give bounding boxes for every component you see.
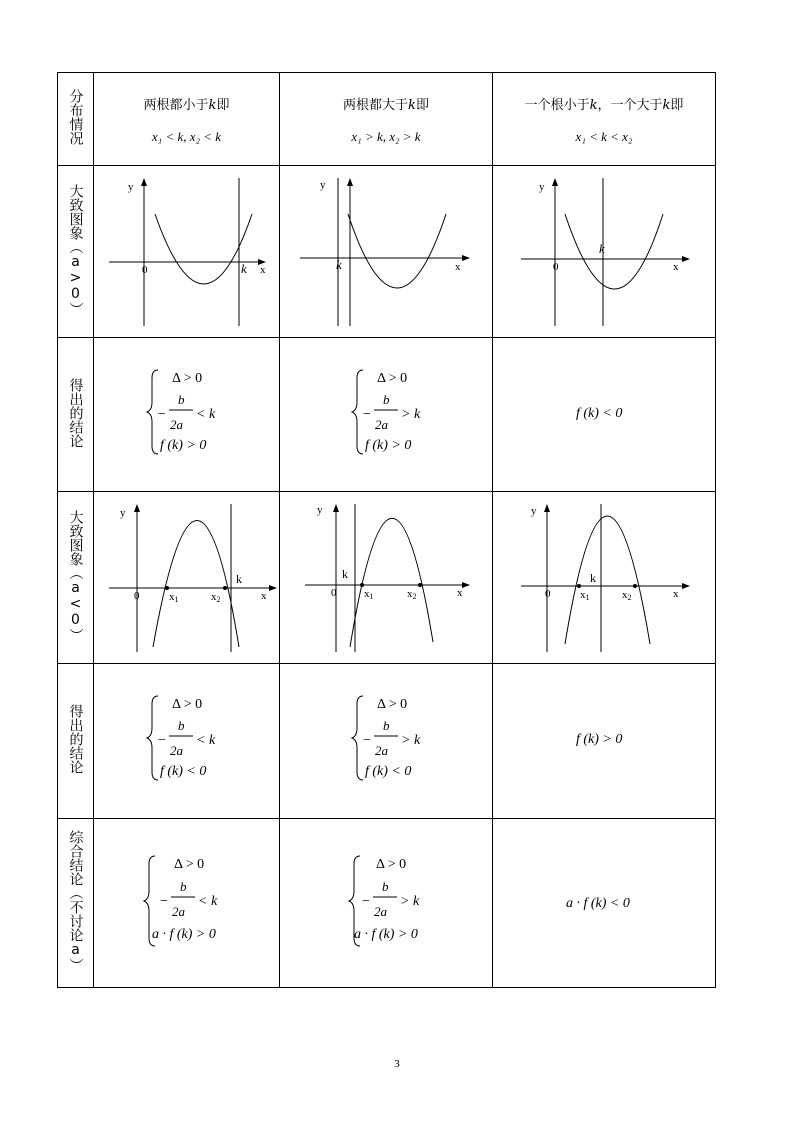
cond-2a: 2a xyxy=(374,904,387,919)
parabola xyxy=(155,214,252,284)
cond-fk: f (k) > 0 xyxy=(576,732,623,747)
cond-afk: a · f (k) > 0 xyxy=(354,927,418,942)
root-x2 xyxy=(418,583,422,587)
label-x2: x2 xyxy=(407,588,417,601)
conclusion-pos-case3-cell xyxy=(493,338,716,492)
header-conclusion-a-neg-text: 得出的结论 xyxy=(67,704,84,774)
cond-axis: > k xyxy=(401,407,421,422)
label-y: y xyxy=(320,179,326,191)
label-x2: x2 xyxy=(211,591,221,604)
label-k: k xyxy=(599,241,605,256)
cond-neg: − xyxy=(362,894,370,909)
cond-fk: f (k) > 0 xyxy=(160,438,207,453)
label-x1: x1 xyxy=(169,591,179,604)
row-summary xyxy=(58,819,716,988)
label-x: x xyxy=(673,588,679,600)
conclusion-neg-case3 xyxy=(493,664,716,814)
y-arrow-icon xyxy=(347,178,353,186)
cond-delta: Δ > 0 xyxy=(174,857,205,872)
parabola xyxy=(565,516,650,644)
case2-title: 两根都大于k即 xyxy=(343,97,429,113)
y-arrow-icon xyxy=(333,504,339,512)
cond-axis: > k xyxy=(401,733,421,748)
case3-title-cell xyxy=(493,73,716,166)
conclusion-pos-case2 xyxy=(280,338,493,487)
summary-case1 xyxy=(94,819,280,983)
brace-icon xyxy=(147,370,158,454)
graph-neg-case2-cell xyxy=(280,492,493,664)
y-arrow-icon xyxy=(544,504,550,512)
conclusion-pos-case1-cell xyxy=(94,338,280,492)
row-conclusion-a-pos xyxy=(58,338,716,492)
cond-neg: − xyxy=(363,407,371,422)
label-x1: x1 xyxy=(580,589,590,602)
header-graph-a-pos xyxy=(58,166,94,338)
conclusion-pos-case1 xyxy=(94,338,280,487)
case2-title-cell xyxy=(280,73,493,166)
label-k: k xyxy=(342,567,348,581)
conclusion-neg-case2 xyxy=(280,664,493,814)
graph-pos-case3 xyxy=(493,166,716,333)
root-x1 xyxy=(577,584,581,588)
conclusion-neg-case2-cell xyxy=(280,664,493,819)
label-k: k xyxy=(236,572,242,586)
graph-neg-case1-cell xyxy=(94,492,280,664)
graph-neg-case2 xyxy=(280,492,493,659)
cond-2a: 2a xyxy=(170,417,183,432)
cond-b: b xyxy=(383,718,390,733)
label-y: y xyxy=(120,507,126,519)
label-origin: 0 xyxy=(331,587,337,599)
cond-b: b xyxy=(382,879,389,894)
label-k: k xyxy=(241,261,247,276)
y-arrow-icon xyxy=(552,178,558,186)
y-arrow-icon xyxy=(134,504,140,512)
header-distribution xyxy=(58,73,94,166)
graph-pos-case3-cell xyxy=(493,166,716,338)
label-origin: 0 xyxy=(134,590,140,602)
label-x: x xyxy=(457,587,463,599)
cond-fk: f (k) < 0 xyxy=(160,764,207,779)
label-y: y xyxy=(539,181,545,193)
root-x2 xyxy=(223,586,227,590)
cond-delta: Δ > 0 xyxy=(377,697,408,712)
cond-neg: − xyxy=(160,894,168,909)
cond-axis: < k xyxy=(198,894,218,909)
parabola xyxy=(153,521,239,648)
brace-icon xyxy=(147,696,158,780)
cond-delta: Δ > 0 xyxy=(172,371,203,386)
summary-case2-cell xyxy=(280,819,493,988)
graph-neg-case3 xyxy=(493,492,716,659)
summary-case3 xyxy=(493,819,716,983)
summary-case3-cell xyxy=(493,819,716,988)
case3-title: 一个根小于k，一个大于k即 xyxy=(524,97,684,113)
header-conclusion-a-pos-text: 得出的结论 xyxy=(67,377,84,448)
row-distribution xyxy=(58,73,716,166)
cond-b: b xyxy=(178,392,185,407)
cond-2a: 2a xyxy=(375,417,388,432)
label-x1: x1 xyxy=(364,588,374,601)
header-conclusion-a-pos xyxy=(58,338,94,492)
case1-title: 两根都小于k即 xyxy=(143,97,230,113)
conclusion-pos-case3 xyxy=(493,338,716,487)
case2-condition: x₁ > k, x₂ > k xyxy=(351,128,421,144)
label-k: k xyxy=(336,257,342,272)
parabola xyxy=(350,518,433,647)
cond-2a: 2a xyxy=(375,743,388,758)
label-y: y xyxy=(531,505,537,517)
graph-pos-case1 xyxy=(94,166,280,333)
row-conclusion-a-neg xyxy=(58,664,716,819)
header-distribution-text: 分布情况 xyxy=(67,89,84,145)
cond-axis: < k xyxy=(196,407,216,422)
case1-title-cell xyxy=(94,73,280,166)
cond-neg: − xyxy=(158,407,166,422)
header-graph-a-neg-text: 大致图象（a<0） xyxy=(67,509,84,642)
label-origin: 0 xyxy=(142,264,148,276)
label-x: x xyxy=(673,261,679,273)
label-x: x xyxy=(455,261,461,273)
label-x: x xyxy=(260,264,266,276)
header-graph-a-pos-text: 大致图象（a>0） xyxy=(67,183,84,316)
label-origin: 0 xyxy=(553,261,559,273)
graph-neg-case1 xyxy=(94,492,280,659)
root-x1 xyxy=(360,583,364,587)
cond-axis: > k xyxy=(400,894,420,909)
x-arrow-icon xyxy=(269,585,277,591)
conclusion-neg-case1 xyxy=(94,664,280,814)
cond-b: b xyxy=(178,718,185,733)
root-x2 xyxy=(633,584,637,588)
cond-neg: − xyxy=(363,733,371,748)
cond-afk: a · f (k) > 0 xyxy=(152,927,216,942)
x-arrow-icon xyxy=(462,255,470,261)
case3-condition: x₁ < k < x₂ xyxy=(575,128,633,144)
cond-fk: f (k) < 0 xyxy=(576,406,623,421)
row-graph-a-pos xyxy=(58,166,716,338)
root-distribution-table xyxy=(57,72,716,988)
conclusion-neg-case3-cell xyxy=(493,664,716,819)
graph-pos-case2 xyxy=(280,166,493,333)
graph-pos-case2-cell xyxy=(280,166,493,338)
summary-case1-cell xyxy=(94,819,280,988)
row-graph-a-neg xyxy=(58,492,716,664)
conclusion-neg-case1-cell xyxy=(94,664,280,819)
header-conclusion-a-neg xyxy=(58,664,94,819)
header-summary xyxy=(58,819,94,988)
label-x2: x2 xyxy=(622,589,632,602)
graph-neg-case3-cell xyxy=(493,492,716,664)
cond-2a: 2a xyxy=(170,743,183,758)
header-summary-text: 综合结论（不讨论a） xyxy=(67,830,84,972)
x-arrow-icon xyxy=(462,582,470,588)
cond-delta: Δ > 0 xyxy=(376,857,407,872)
conclusion-pos-case2-cell xyxy=(280,338,493,492)
cond-afk: a · f (k) < 0 xyxy=(566,896,630,911)
cond-fk: f (k) > 0 xyxy=(365,438,412,453)
parabola xyxy=(348,214,446,288)
label-y: y xyxy=(317,504,323,516)
x-arrow-icon xyxy=(682,583,690,589)
graph-pos-case1-cell xyxy=(94,166,280,338)
brace-icon xyxy=(352,370,363,454)
page-number: 3 xyxy=(394,1058,400,1070)
y-arrow-icon xyxy=(141,178,147,186)
cond-b: b xyxy=(180,879,187,894)
x-arrow-icon xyxy=(682,256,690,262)
cond-b: b xyxy=(383,392,390,407)
cond-fk: f (k) < 0 xyxy=(365,764,412,779)
cond-axis: < k xyxy=(196,733,216,748)
label-k: k xyxy=(590,571,596,585)
case1-condition: x₁ < k, x₂ < k xyxy=(151,128,222,144)
cond-2a: 2a xyxy=(172,904,185,919)
summary-case2 xyxy=(280,819,493,983)
label-x: x xyxy=(261,590,267,602)
label-y: y xyxy=(128,181,134,193)
root-x1 xyxy=(165,586,169,590)
cond-neg: − xyxy=(158,733,166,748)
brace-icon xyxy=(352,696,363,780)
parabola xyxy=(565,214,663,289)
label-origin: 0 xyxy=(545,588,551,600)
header-graph-a-neg xyxy=(58,492,94,664)
cond-delta: Δ > 0 xyxy=(377,371,408,386)
cond-delta: Δ > 0 xyxy=(172,697,203,712)
